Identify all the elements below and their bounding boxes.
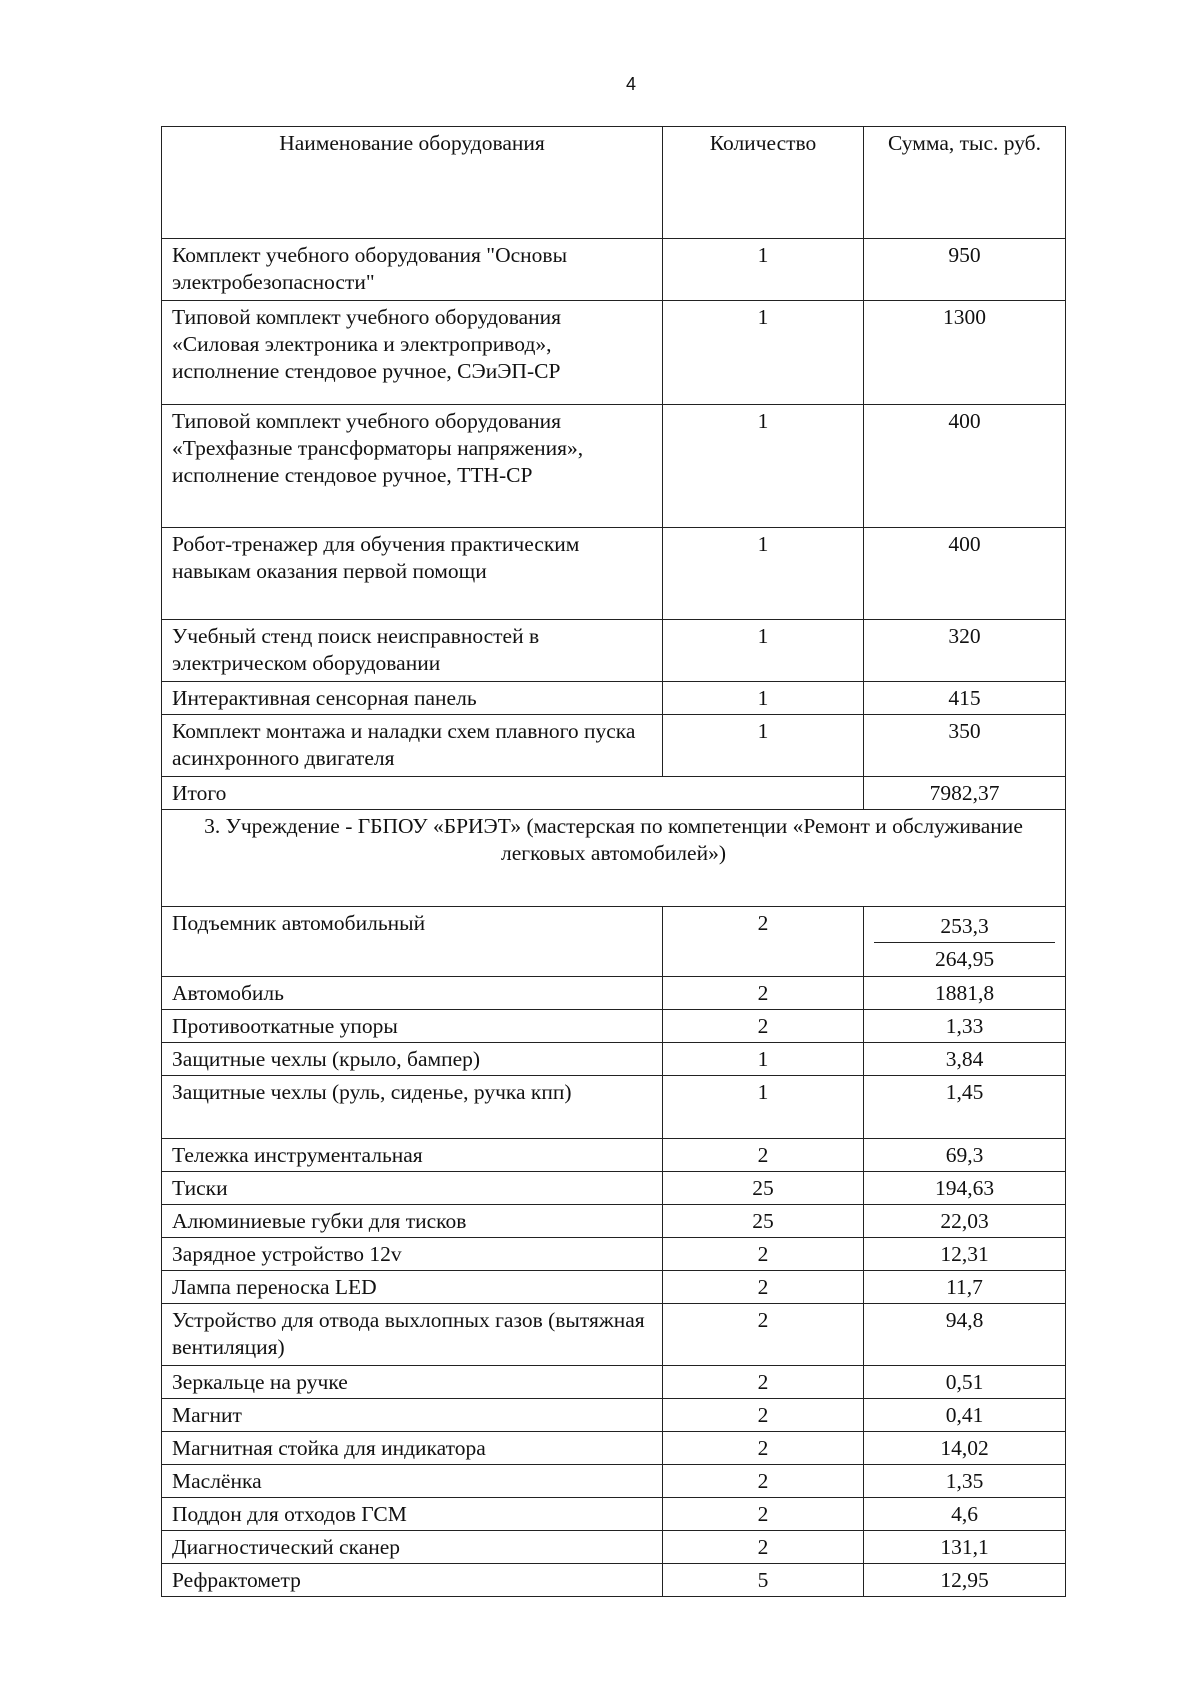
item-name: Алюминиевые губки для тисков: [162, 1205, 663, 1238]
item-sum: 400: [864, 528, 1066, 620]
item-sum: 4,6: [864, 1498, 1066, 1531]
item-name: Тиски: [162, 1172, 663, 1205]
table-row: [162, 301, 1066, 405]
item-sum: 22,03: [864, 1205, 1066, 1238]
item-sum: 0,51: [864, 1366, 1066, 1399]
item-qty: 25: [663, 1172, 864, 1205]
item-name: Магнит: [162, 1399, 663, 1432]
item-name: Комплект учебного оборудования "Основы электробезопасности": [162, 239, 663, 301]
item-name: Подъемник автомобильный: [162, 907, 663, 977]
item-sum: 950: [864, 239, 1066, 301]
item-qty: 1: [663, 620, 864, 682]
table-row: [162, 907, 1066, 977]
item-sum: 1,33: [864, 1010, 1066, 1043]
item-qty: 25: [663, 1205, 864, 1238]
table-row: [162, 1238, 1066, 1271]
item-sum: 1,45: [864, 1076, 1066, 1139]
item-name: Автомобиль: [162, 977, 663, 1010]
item-qty: 1: [663, 301, 864, 405]
item-name: Защитные чехлы (крыло, бампер): [162, 1043, 663, 1076]
table-header-row: [162, 127, 1066, 239]
item-qty: 2: [663, 1399, 864, 1432]
item-qty: 2: [663, 977, 864, 1010]
table-row: [162, 1304, 1066, 1366]
item-name: Комплект монтажа и наладки схем плавного пуска асинхронного двигателя: [162, 715, 663, 777]
item-name: Лампа переноска LED: [162, 1271, 663, 1304]
equipment-table: [161, 126, 1066, 1597]
item-sum: 131,1: [864, 1531, 1066, 1564]
table-row: [162, 1564, 1066, 1597]
table-row: [162, 1043, 1066, 1076]
table-row: [162, 620, 1066, 682]
table-row: [162, 1010, 1066, 1043]
item-sum: 415: [864, 682, 1066, 715]
item-qty: 2: [663, 907, 864, 977]
header-name: Наименование оборудования: [162, 127, 663, 239]
item-qty: 2: [663, 1238, 864, 1271]
item-qty: 2: [663, 1465, 864, 1498]
section-title: 3. Учреждение - ГБПОУ «БРИЭТ» (мастерская по компетенции «Ремонт и обслуживание легковых автомобилей»): [162, 810, 1066, 907]
item-qty: 1: [663, 239, 864, 301]
item-name: Типовой комплект учебного оборудования «Силовая электроника и электропривод», исполнение стендовое ручное, СЭиЭП-СР: [162, 301, 663, 405]
item-name: Тележка инструментальная: [162, 1139, 663, 1172]
header-quantity: Количество: [663, 127, 864, 239]
item-sum: 3,84: [864, 1043, 1066, 1076]
item-sum: 14,02: [864, 1432, 1066, 1465]
item-qty: 2: [663, 1139, 864, 1172]
item-qty: 1: [663, 1076, 864, 1139]
item-qty: 1: [663, 1043, 864, 1076]
item-sum: 194,63: [864, 1172, 1066, 1205]
item-sum-split: [864, 907, 1066, 977]
total-label: Итого: [162, 777, 864, 810]
item-qty: 5: [663, 1564, 864, 1597]
item-qty: 2: [663, 1304, 864, 1366]
item-sum: 320: [864, 620, 1066, 682]
item-name: Устройство для отвода выхлопных газов (вытяжная вентиляция): [162, 1304, 663, 1366]
item-sum: 350: [864, 715, 1066, 777]
item-qty: 2: [663, 1498, 864, 1531]
table-row: [162, 239, 1066, 301]
item-name: Зеркальце на ручке: [162, 1366, 663, 1399]
item-qty: 2: [663, 1271, 864, 1304]
table-row: [162, 715, 1066, 777]
item-sum: 0,41: [864, 1399, 1066, 1432]
table-row: [162, 1399, 1066, 1432]
item-name: Поддон для отходов ГСМ: [162, 1498, 663, 1531]
item-name: Магнитная стойка для индикатора: [162, 1432, 663, 1465]
item-qty: 1: [663, 682, 864, 715]
page-number: 4: [625, 74, 636, 94]
total-sum: 7982,37: [864, 777, 1066, 810]
item-sum: 400: [864, 405, 1066, 528]
table-row: [162, 1172, 1066, 1205]
item-name: Интерактивная сенсорная панель: [162, 682, 663, 715]
item-sum: 12,95: [864, 1564, 1066, 1597]
item-sum: 1881,8: [864, 977, 1066, 1010]
item-sum: 1300: [864, 301, 1066, 405]
item-name: Рефрактометр: [162, 1564, 663, 1597]
table-row: [162, 1076, 1066, 1139]
item-name: Типовой комплект учебного оборудования «Трехфазные трансформаторы напряжения», исполнение стендовое ручное, ТТН-СР: [162, 405, 663, 528]
table-row: [162, 405, 1066, 528]
table-row: [162, 528, 1066, 620]
header-sum: Сумма, тыс. руб.: [864, 127, 1066, 239]
item-qty: 2: [663, 1010, 864, 1043]
item-sum: 94,8: [864, 1304, 1066, 1366]
item-sum: 1,35: [864, 1465, 1066, 1498]
table-row: [162, 682, 1066, 715]
item-qty: 2: [663, 1432, 864, 1465]
section-header-row: [162, 810, 1066, 907]
item-sum: 12,31: [864, 1238, 1066, 1271]
item-sum: 69,3: [864, 1139, 1066, 1172]
table-row: [162, 1432, 1066, 1465]
item-name: Робот-тренажер для обучения практическим навыкам оказания первой помощи: [162, 528, 663, 620]
total-row: [162, 777, 1066, 810]
table-row: [162, 1531, 1066, 1564]
item-name: Диагностический сканер: [162, 1531, 663, 1564]
table-row: [162, 1498, 1066, 1531]
item-qty: 1: [663, 715, 864, 777]
item-sum: 253,3: [940, 914, 989, 938]
table-row: [162, 1366, 1066, 1399]
item-qty: 1: [663, 528, 864, 620]
table-row: [162, 1139, 1066, 1172]
item-qty: 2: [663, 1531, 864, 1564]
item-qty: 2: [663, 1366, 864, 1399]
table-row: [162, 1271, 1066, 1304]
item-name: Противооткатные упоры: [162, 1010, 663, 1043]
table-row: [162, 977, 1066, 1010]
item-sum: 11,7: [864, 1271, 1066, 1304]
item-name: Зарядное устройство 12v: [162, 1238, 663, 1271]
item-qty: 1: [663, 405, 864, 528]
item-name: Защитные чехлы (руль, сиденье, ручка кпп): [162, 1076, 663, 1139]
table-row: [162, 1465, 1066, 1498]
item-name: Маслёнка: [162, 1465, 663, 1498]
table-row: [162, 1205, 1066, 1238]
item-name: Учебный стенд поиск неисправностей в электрическом оборудовании: [162, 620, 663, 682]
item-sum: 264,95: [874, 942, 1055, 974]
